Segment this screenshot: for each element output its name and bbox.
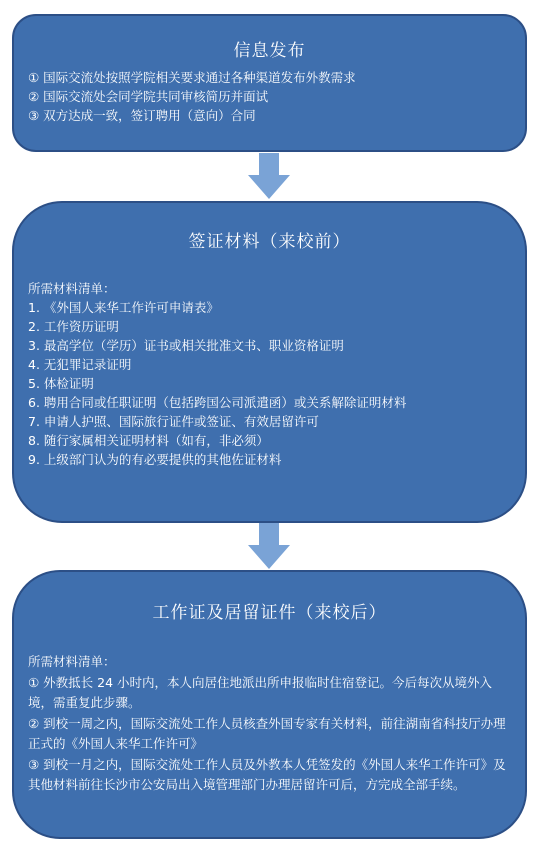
visa-materials-list	[28, 279, 513, 469]
list-heading: 所需材料清单：	[28, 281, 116, 296]
down-arrow-icon	[248, 523, 290, 569]
list-item: 8. 随行家属相关证明材料（如有，非必须）	[28, 433, 269, 448]
info-release-items	[28, 68, 513, 125]
info-release-item: ② 国际交流处会同学院共同审核简历并面试	[28, 89, 269, 104]
list-item: 9. 上级部门认为的有必要提供的其他佐证材料	[28, 452, 282, 467]
list-item: 7. 申请人护照、国际旅行证件或签证、有效居留许可	[28, 414, 319, 429]
down-arrow-icon	[248, 153, 290, 199]
list-heading: 所需材料清单：	[28, 654, 116, 669]
list-item: 6. 聘用合同或任职证明（包括跨国公司派遣函）或关系解除证明材料	[28, 395, 407, 410]
info-release-box	[12, 14, 527, 152]
list-item: ③ 到校一月之内，国际交流处工作人员及外教本人凭签发的《外国人来华工作许可》及其他材料前往长沙市公安局出入境管理部门办理居留许可后，方完成全部手续。	[28, 756, 506, 792]
work-permit-title: 工作证及居留证件（来校后）	[152, 603, 387, 623]
list-item: 2. 工作资历证明	[28, 319, 119, 334]
list-item: 3. 最高学位（学历）证书或相关批准文书、职业资格证明	[28, 338, 344, 353]
info-release-item: ③ 双方达成一致，签订聘用（意向）合同	[28, 108, 256, 123]
list-item: 1. 《外国人来华工作许可申请表》	[28, 300, 219, 315]
visa-materials-title: 签证材料（来校前）	[188, 232, 351, 252]
work-permit-list	[28, 652, 513, 796]
list-item: 5. 体检证明	[28, 376, 94, 391]
list-item: ① 外教抵长 24 小时内，本人向居住地派出所申报临时住宿登记。今后每次从境外入境，需重复此步骤。	[28, 674, 493, 710]
info-release-title: 信息发布	[233, 41, 306, 61]
info-release-item: ① 国际交流处按照学院相关要求通过各种渠道发布外教需求	[28, 70, 356, 85]
work-permit-box	[12, 570, 527, 839]
visa-materials-box	[12, 201, 527, 523]
list-item: 4. 无犯罪记录证明	[28, 357, 132, 372]
list-item: ② 到校一周之内，国际交流处工作人员核查外国专家有关材料，前往湖南省科技厅办理正式的《外国人来华工作许可》	[28, 715, 506, 751]
